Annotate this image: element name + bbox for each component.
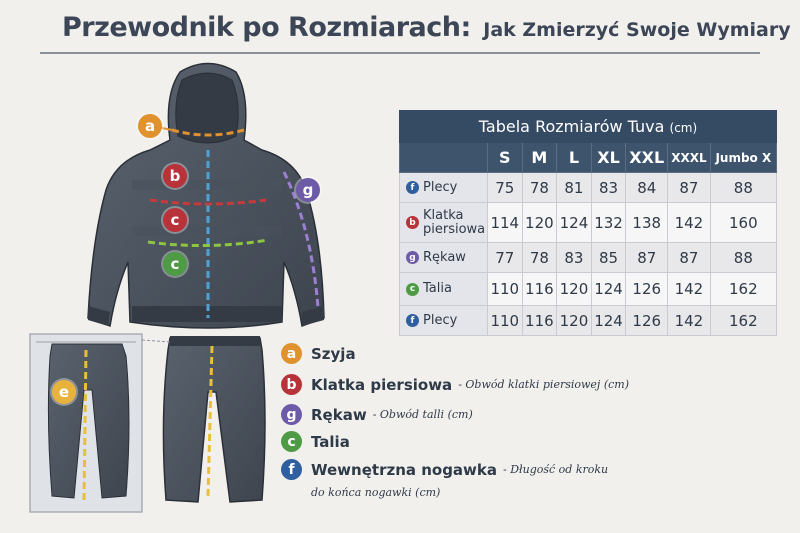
table-cell: 116 <box>522 306 557 336</box>
row-label-text <box>423 181 457 195</box>
size-table <box>399 110 777 336</box>
legend-note: - Obwód klatki piersiowej (cm) <box>458 378 629 391</box>
table-cell: 142 <box>668 306 710 336</box>
legend-badge: a <box>281 343 302 364</box>
table-cell: 78 <box>522 243 557 273</box>
callout-g: g <box>296 178 320 202</box>
table-cell: 126 <box>626 306 668 336</box>
row-badge: f <box>406 181 419 194</box>
table-cell: 84 <box>626 173 668 203</box>
legend-item <box>281 431 350 452</box>
table-cell: 162 <box>710 306 776 336</box>
row-label <box>400 243 488 273</box>
legend-item <box>281 459 608 480</box>
table-cell: 132 <box>591 203 626 243</box>
table-cell: 138 <box>626 203 668 243</box>
table-title <box>400 111 777 143</box>
table-cell: 142 <box>668 203 710 243</box>
row-label <box>400 306 488 336</box>
row-label-text <box>423 209 485 237</box>
row-badge: g <box>406 251 419 264</box>
legend-label: Klatka piersiowa <box>311 375 453 394</box>
legend-badge: c <box>281 431 302 452</box>
table-cell: 85 <box>591 243 626 273</box>
title-subtitle: Jak Zmierzyć Swoje Wymiary <box>483 19 791 41</box>
header-corner <box>400 143 488 173</box>
row-label-line1: Klatka <box>423 207 464 223</box>
legend-item <box>281 374 629 395</box>
column-header: S <box>488 143 523 173</box>
table-cell: 88 <box>710 243 776 273</box>
legend-note: - Obwód talli (cm) <box>372 408 473 421</box>
pants-drawing <box>163 336 265 502</box>
jacket-drawing <box>88 64 324 329</box>
row-label-line2: piersiowa <box>423 221 486 237</box>
callout-c: c <box>163 252 187 276</box>
legend-note-continued: do końca nogawki (cm) <box>311 486 441 499</box>
table-cell: 116 <box>522 273 557 306</box>
column-header: Jumbo X <box>710 143 776 173</box>
legend-item <box>281 343 356 364</box>
table-cell: 77 <box>488 243 523 273</box>
legend-label: Rękaw <box>311 405 367 424</box>
row-label-line1: Rękaw <box>423 249 466 265</box>
legend-label: Wewnętrzna nogawka <box>311 460 498 479</box>
column-header: L <box>557 143 592 173</box>
legend-note: - Długość od kroku <box>503 463 609 476</box>
row-badge: c <box>406 283 419 296</box>
callout-e: e <box>52 380 76 404</box>
column-header: XL <box>591 143 626 173</box>
legend-badge: b <box>281 374 302 395</box>
legend-item <box>281 404 473 425</box>
row-label <box>400 273 488 306</box>
callout-c-upper: c <box>163 208 187 232</box>
title-main: Przewodnik po Rozmiarach: <box>62 12 471 43</box>
row-badge: b <box>406 216 419 229</box>
table-cell: 87 <box>668 173 710 203</box>
table-cell: 120 <box>557 273 592 306</box>
table-cell: 160 <box>710 203 776 243</box>
row-label-line1: Plecy <box>423 312 458 328</box>
table-cell: 83 <box>591 173 626 203</box>
table-cell: 124 <box>557 203 592 243</box>
row-label-text <box>423 314 457 328</box>
table-cell: 83 <box>557 243 592 273</box>
row-label-text <box>423 251 466 265</box>
table-row <box>400 173 777 203</box>
legend-badge: g <box>281 404 302 425</box>
table-title-text: Tabela Rozmiarów Tuva <box>478 117 665 136</box>
table-cell: 114 <box>488 203 523 243</box>
column-header: M <box>522 143 557 173</box>
table-unit: (cm) <box>669 121 698 135</box>
column-header: XXXL <box>668 143 710 173</box>
table-cell: 162 <box>710 273 776 306</box>
table-cell: 120 <box>557 306 592 336</box>
table-cell: 120 <box>522 203 557 243</box>
table-cell: 124 <box>591 306 626 336</box>
table-cell: 81 <box>557 173 592 203</box>
row-label-line1: Talia <box>423 281 452 296</box>
row-label <box>400 173 488 203</box>
row-label <box>400 203 488 243</box>
table-cell: 124 <box>591 273 626 306</box>
legend-label: Talia <box>311 432 350 451</box>
table-cell: 110 <box>488 273 523 306</box>
table-cell: 88 <box>710 173 776 203</box>
row-badge: f <box>406 314 419 327</box>
column-header: XXL <box>626 143 668 173</box>
table-row <box>400 203 777 243</box>
table-cell: 142 <box>668 273 710 306</box>
table-cell: 87 <box>626 243 668 273</box>
callout-a: a <box>138 114 162 138</box>
legend-badge: f <box>281 459 302 480</box>
row-label-text <box>423 282 452 296</box>
table-cell: 75 <box>488 173 523 203</box>
table-row <box>400 273 777 306</box>
table-cell: 126 <box>626 273 668 306</box>
table-row <box>400 306 777 336</box>
callout-b: b <box>163 164 187 188</box>
table-cell: 78 <box>522 173 557 203</box>
row-label-line1: Plecy <box>423 179 458 195</box>
legend-label: Szyja <box>311 344 356 363</box>
table-row <box>400 243 777 273</box>
table-cell: 87 <box>668 243 710 273</box>
table-cell: 110 <box>488 306 523 336</box>
